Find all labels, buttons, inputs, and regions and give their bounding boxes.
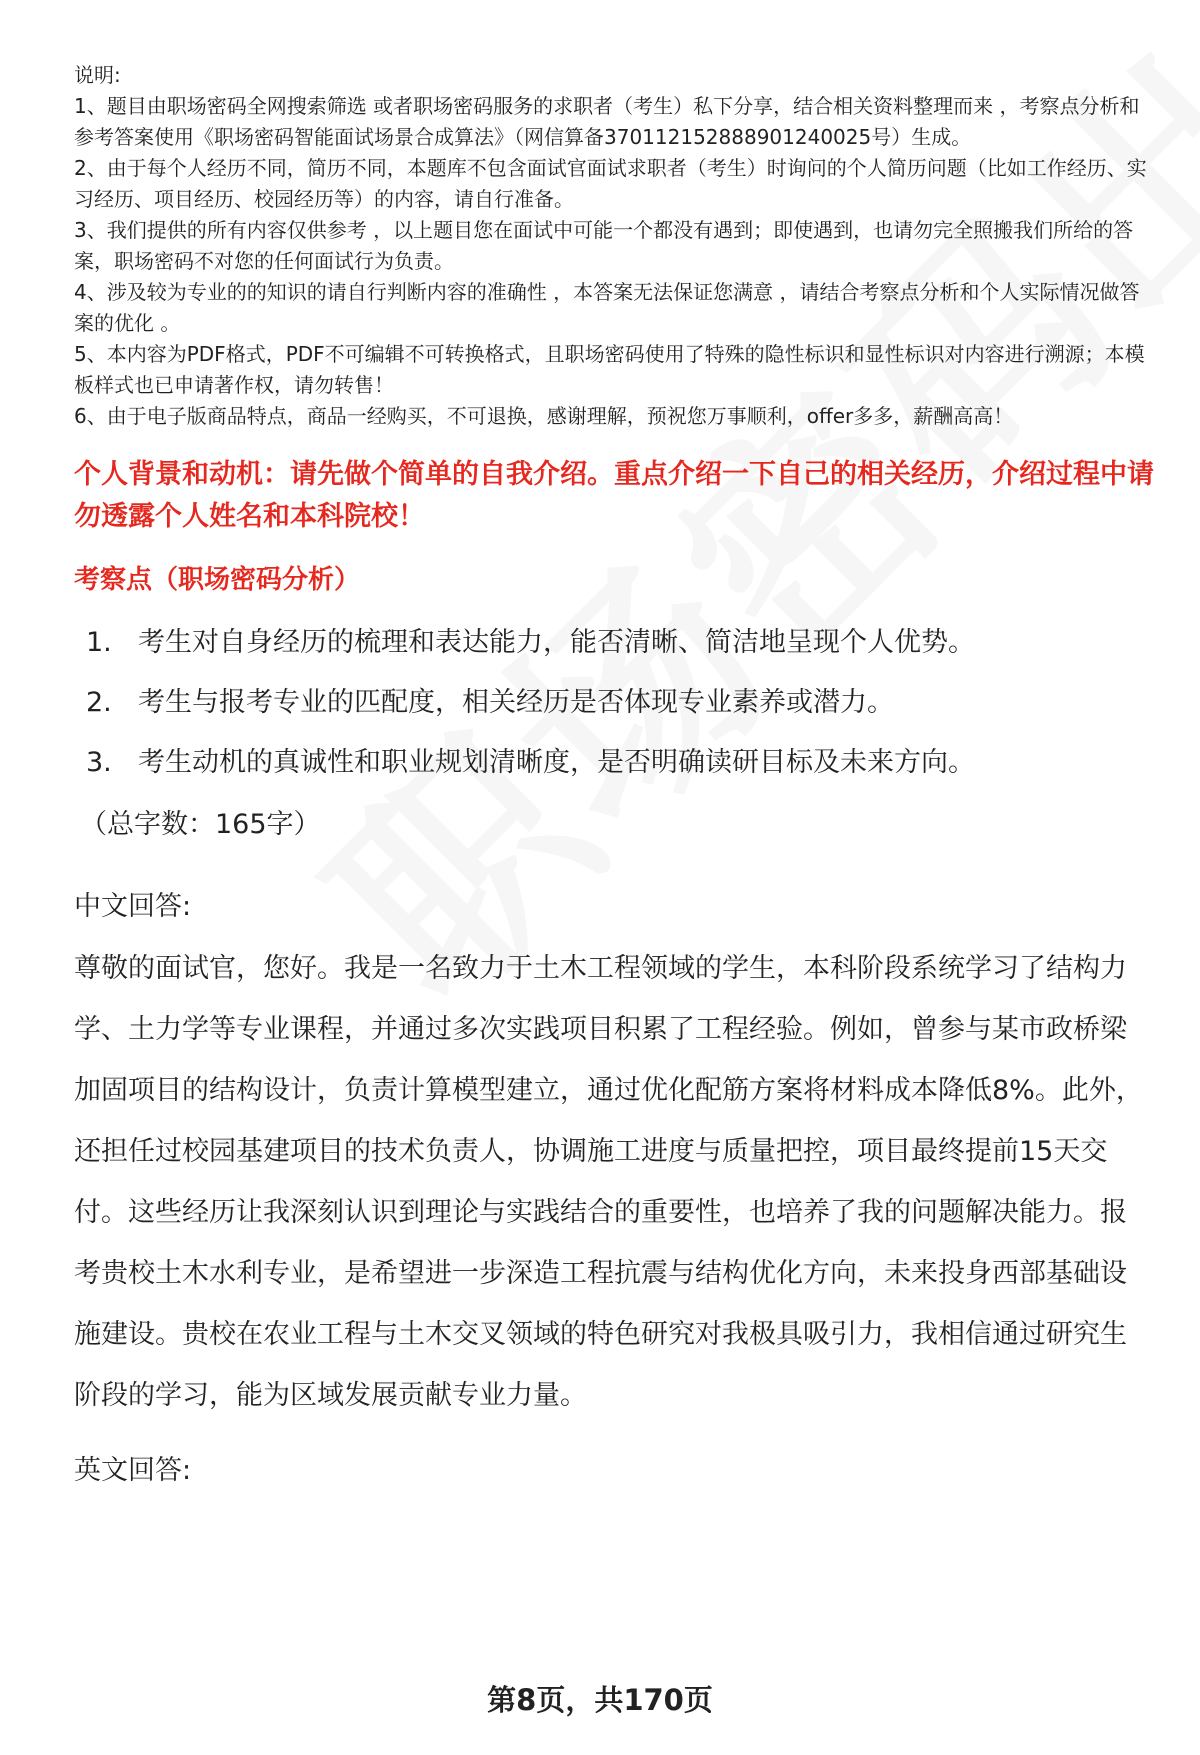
point-number: 3. [86, 747, 112, 778]
notes-item: 4、涉及较为专业的的知识的请自行判断内容的准确性 ，本答案无法保证您满意 ，请结合考察点分析和个人实际情况做答案的优化 。 [74, 280, 1140, 335]
page-indicator: 第8页，共170页 [487, 1683, 713, 1717]
notes-item: 3、我们提供的所有内容仅供参考 ，以上题目您在面试中可能一个都没有遇到；即使遇到，也请勿完全照搬我们所给的答案，职场密码不对您的任何面试行为负责。 [74, 218, 1134, 273]
point-text: 考生动机的真诚性和职业规划清晰度，是否明确读研目标及未来方向。 [138, 747, 975, 778]
analysis-point [74, 684, 1154, 722]
point-text: 考生与报考专业的匹配度，相关经历是否体现专业素养或潜力。 [138, 687, 894, 718]
analysis-point [74, 744, 1154, 782]
analysis-points-list [74, 624, 1154, 782]
word-count: （总字数：165字） [80, 809, 321, 840]
analysis-heading: 考察点（职场密码分析） [74, 565, 361, 595]
point-number: 1. [86, 627, 112, 658]
notes-item: 6、由于电子版商品特点，商品一经购买，不可退换，感谢理解，预祝您万事顺利，offer多多，薪酬高高！ [74, 404, 1014, 428]
question-heading: 个人背景和动机：请先做个简单的自我介绍。重点介绍一下自己的相关经历，介绍过程中请勿透露个人姓名和本科院校！ [74, 459, 1154, 532]
notes-item: 5、本内容为PDF格式，PDF不可编辑不可转换格式，且职场密码使用了特殊的隐性标识和显性标识对内容进行溯源；本模板样式也已申请著作权，请勿转售！ [74, 342, 1145, 397]
point-number: 2. [86, 687, 112, 718]
chinese-answer-text: 尊敬的面试官，您好。我是一名致力于土木工程领域的学生，本科阶段系统学习了结构力学、土力学等专业课程，并通过多次实践项目积累了工程经验。例如，曾参与某市政桥梁加固项目的结构设计，负责计算模型建立，通过优化配筋方案将材料成本降低8%。此外，还担任过校园基建项目的技术负责人，协调施工进度与质量把控，项目最终提前15天交付。这些经历让我深刻认识到理论与实践结合的重要性，也培养了我的问题解决能力。报考贵校土木水利专业，是希望进一步深造工程抗震与结构优化方向，未来投身西部基础设施建设。贵校在农业工程与土木交叉领域的特色研究对我极具吸引力，我相信通过研究生阶段的学习，能为区域发展贡献专业力量。 [74, 953, 1143, 1411]
point-text: 考生对自身经历的梳理和表达能力，能否清晰、简洁地呈现个人优势。 [138, 627, 975, 658]
notes-title: 说明: [74, 63, 121, 87]
chinese-answer-label: 中文回答: [74, 891, 192, 922]
notes-item: 2、由于每个人经历不同，简历不同，本题库不包含面试官面试求职者（考生）时询问的个人简历问题（比如工作经历、实习经历、项目经历、校园经历等）的内容，请自行准备。 [74, 156, 1147, 211]
analysis-point [74, 624, 1154, 662]
english-answer-label: 英文回答: [74, 1455, 192, 1486]
notes-block [74, 60, 1154, 432]
notes-item: 1、题目由职场密码全网搜索筛选 或者职场密码服务的求职者（考生）私下分享，结合相关资料整理而来 ，考察点分析和参考答案使用《职场密码智能面试场景合成算法》（网信算备370112152888901240025号）生成。 [74, 94, 1140, 149]
document-page [74, 60, 1154, 1490]
